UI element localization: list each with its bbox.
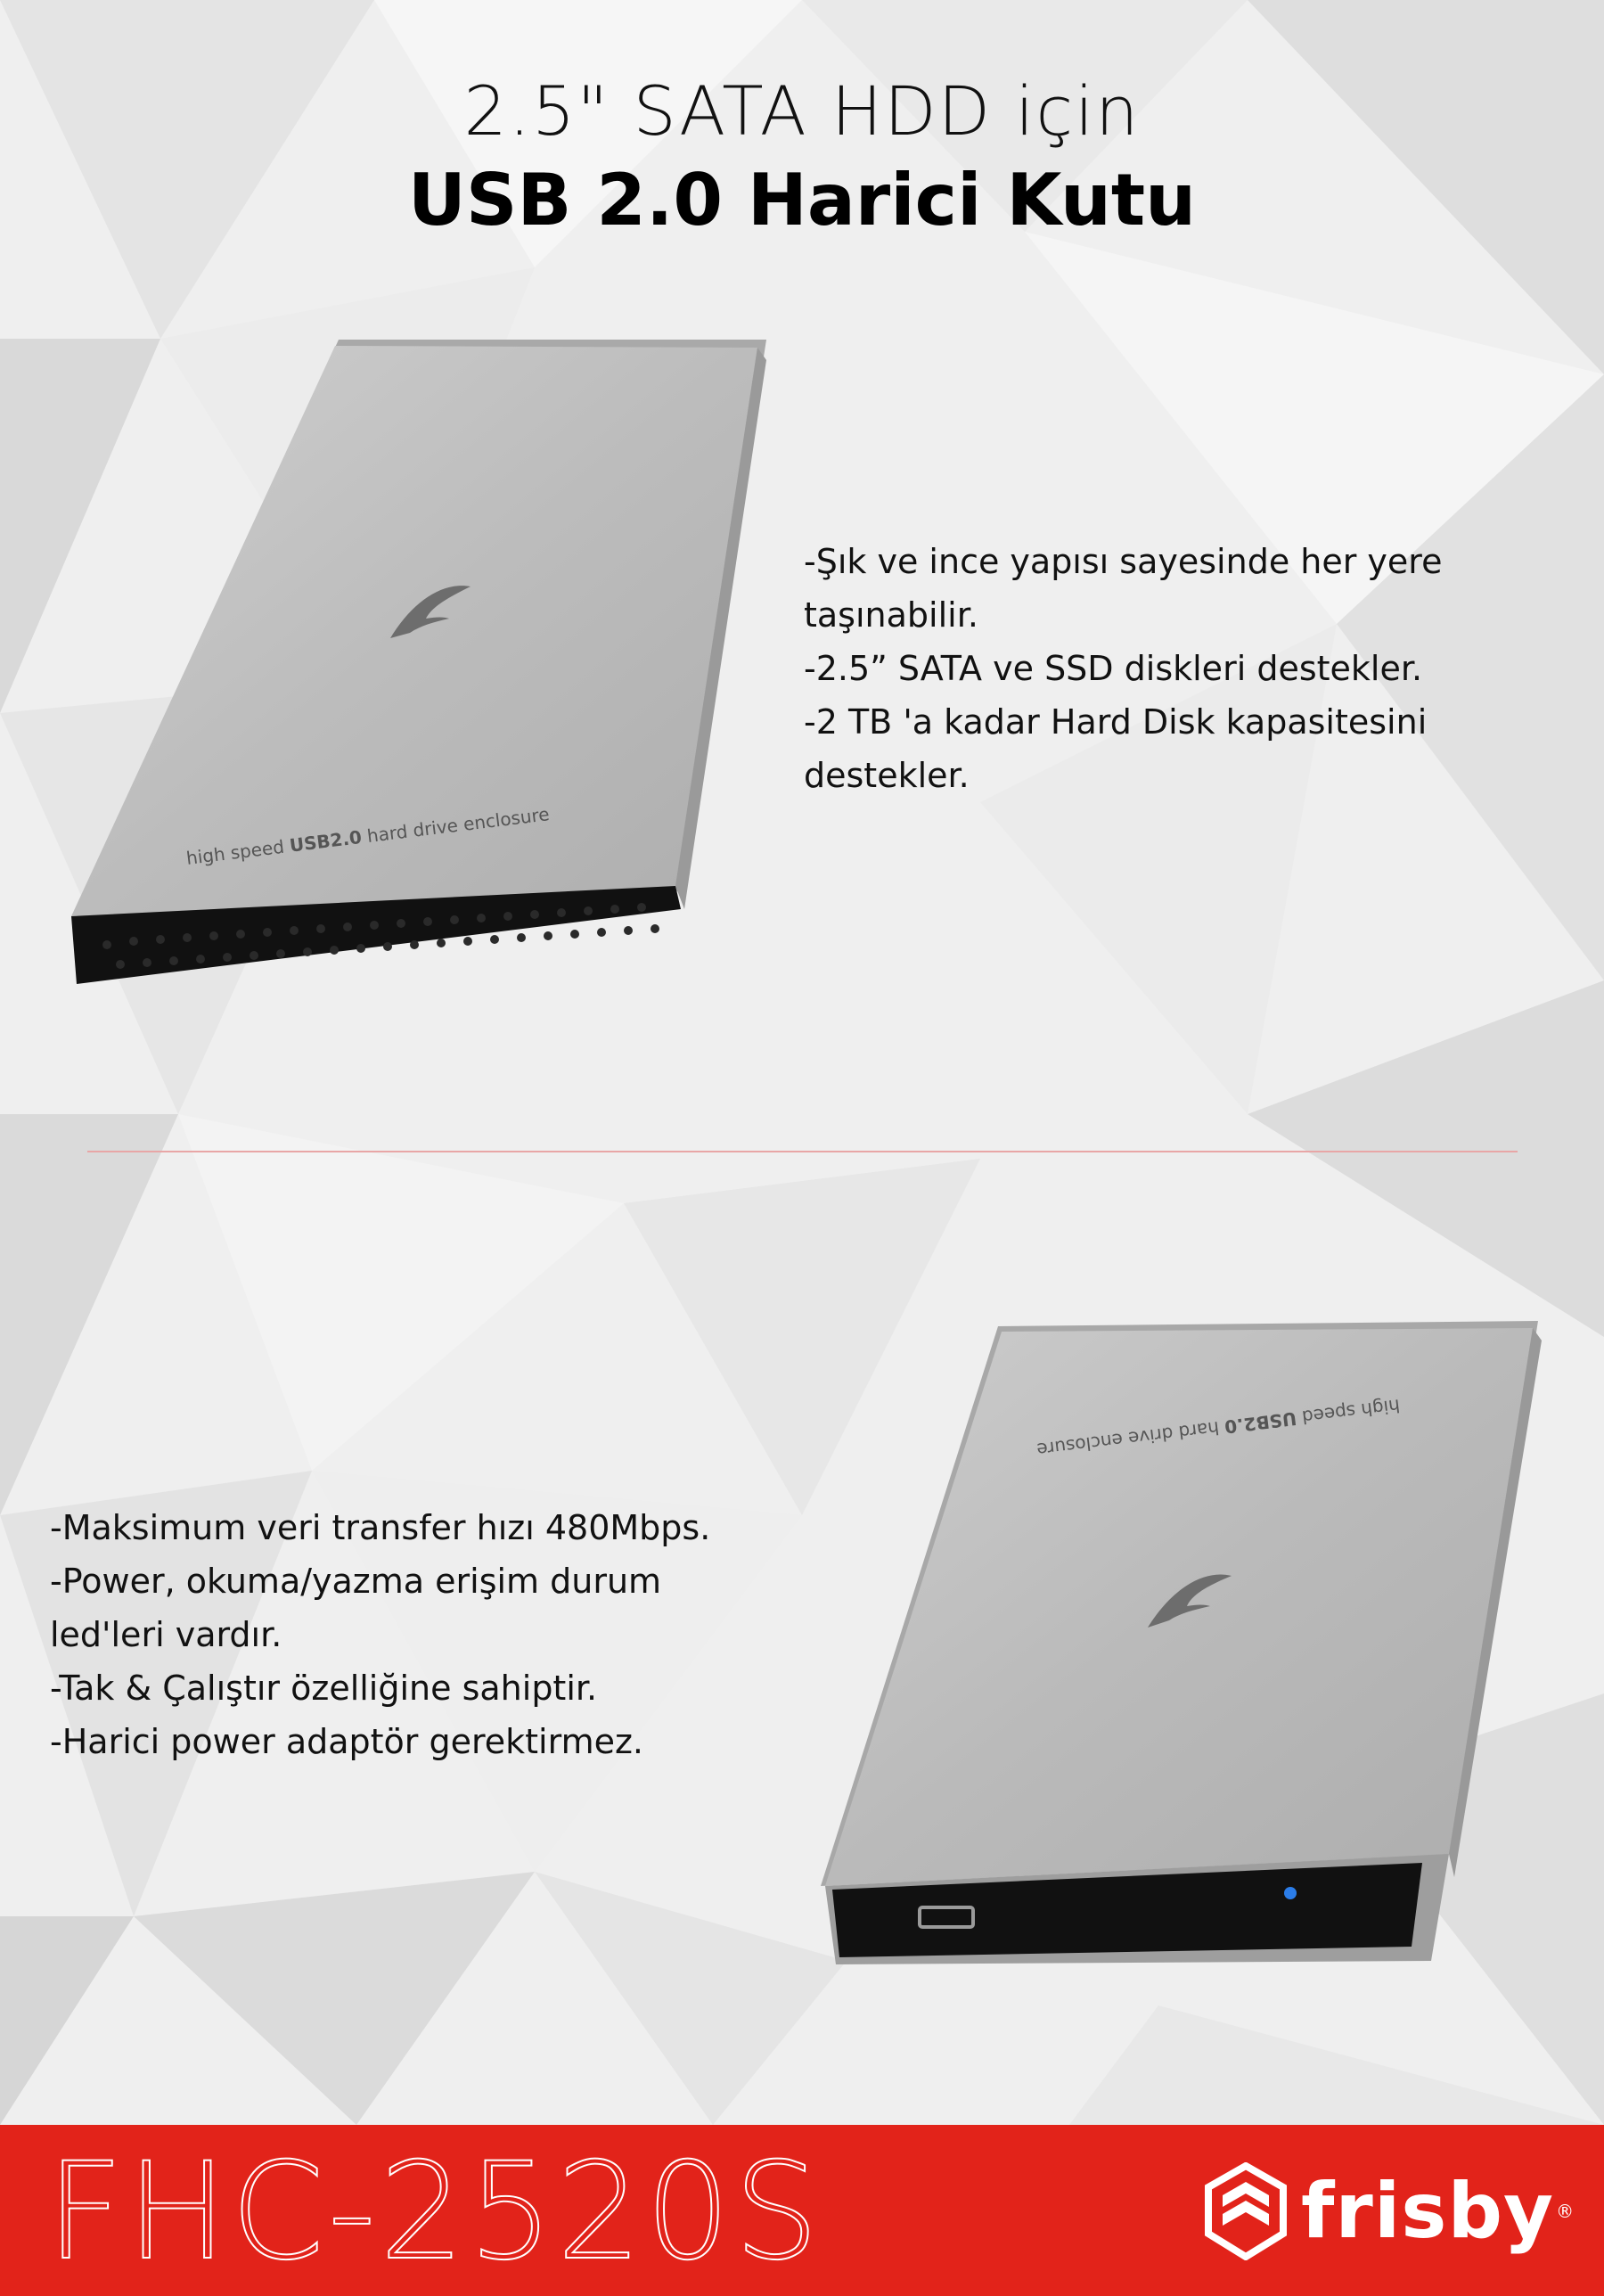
brand-name: frisby	[1301, 2167, 1555, 2256]
enclosure-bottom-image	[820, 1319, 1551, 1979]
feature-line: destekler.	[804, 756, 970, 795]
page-title-line1: 2.5" SATA HDD için	[463, 71, 1141, 151]
feature-line: taşınabilir.	[804, 595, 978, 635]
feature-line: -Tak & Çalıştır özelliğine sahiptir.	[50, 1669, 598, 1708]
feature-line: -Maksimum veri transfer hızı 480Mbps.	[50, 1508, 711, 1547]
enclosure-top-image	[71, 339, 784, 998]
brand-logo	[1203, 2162, 1577, 2260]
feature-line: -2.5” SATA ve SSD diskleri destekler.	[804, 649, 1423, 688]
page-title-line2: USB 2.0 Harici Kutu	[407, 159, 1197, 242]
section-divider	[87, 1151, 1518, 1152]
feature-list-bottom	[50, 1501, 834, 1768]
registered-mark: ®	[1556, 2201, 1575, 2222]
model-number: FHC-2520S	[46, 2135, 822, 2290]
status-led	[1284, 1887, 1297, 1899]
device-label-bottom: high speed USB2.0 hard drive enclosure	[1035, 1395, 1402, 1461]
feature-line: -2 TB 'a kadar Hard Disk kapasitesini	[804, 702, 1428, 742]
frisby-shield-icon	[1203, 2162, 1289, 2260]
feature-line: -Harici power adaptör gerektirmez.	[50, 1722, 643, 1761]
feature-line: -Şık ve ince yapısı sayesinde her yere	[804, 542, 1443, 581]
feature-list-top	[804, 535, 1570, 802]
device-label-top: high speed USB2.0 hard drive enclosure	[184, 803, 551, 869]
feature-line: -Power, okuma/yazma erişim durum	[50, 1562, 662, 1601]
feature-line: led'leri vardır.	[50, 1615, 282, 1654]
